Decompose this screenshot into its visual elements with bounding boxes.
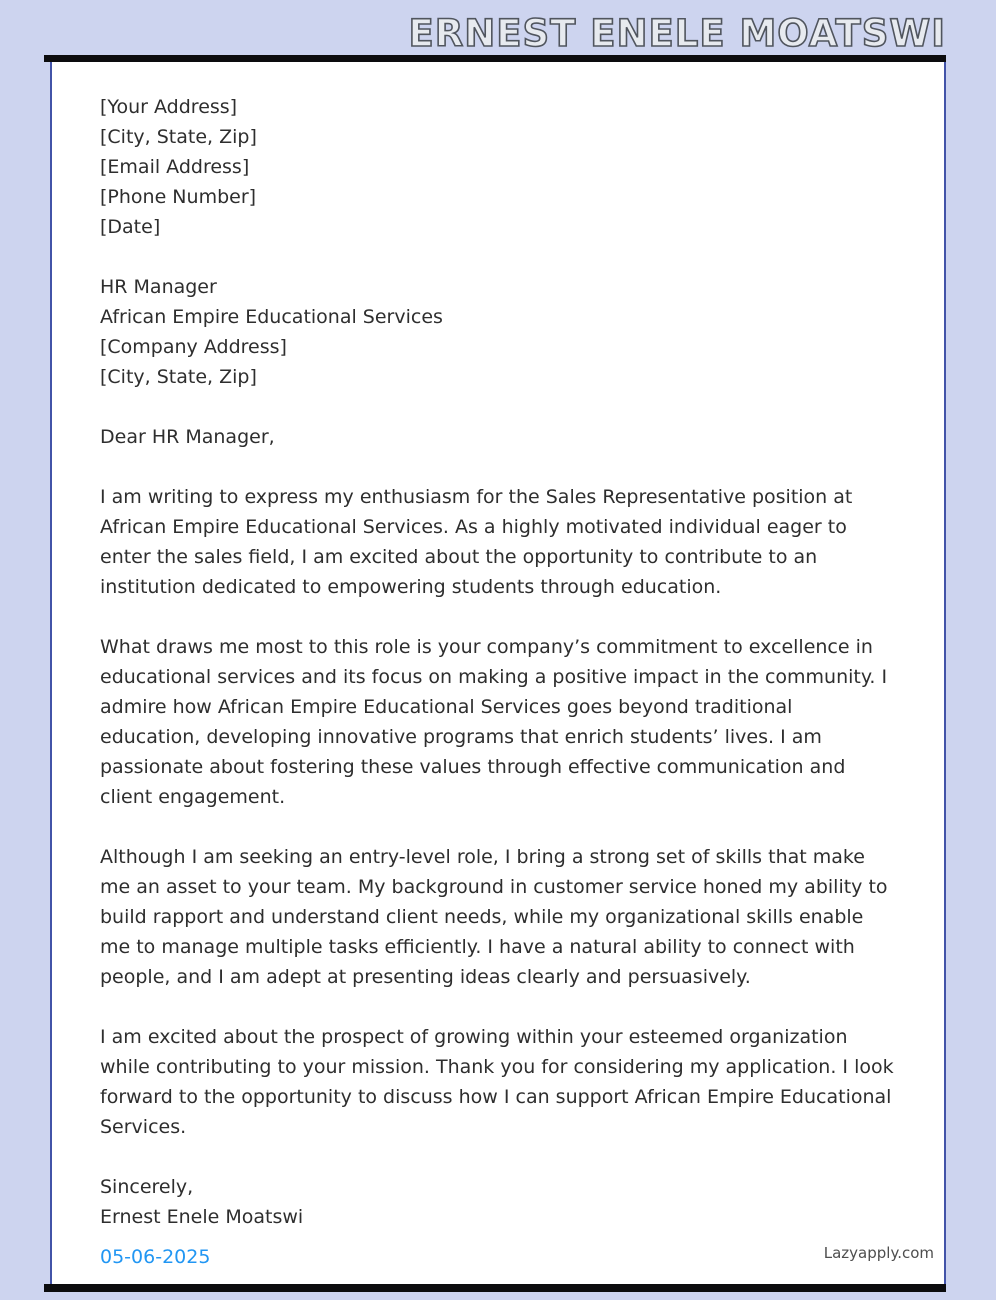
sender-line: [City, State, Zip]: [100, 126, 257, 148]
top-divider-bar: [44, 55, 946, 62]
recipient-line: [City, State, Zip]: [100, 366, 257, 388]
sender-line: [Phone Number]: [100, 186, 257, 208]
sender-line: [Email Address]: [100, 156, 250, 178]
sender-block: [100, 92, 894, 242]
bottom-divider-bar: [44, 1284, 946, 1292]
letter-sheet: [50, 58, 946, 1292]
closing: Sincerely,: [100, 1176, 194, 1198]
salutation: Dear HR Manager,: [100, 426, 275, 448]
recipient-line: HR Manager: [100, 276, 217, 298]
lazyapply-watermark: Lazyapply.com: [823, 1244, 934, 1262]
recipient-block: [100, 272, 894, 392]
letter-paragraph: What draws me most to this role is your company’s commitment to excellence in educational services and its focus on making a positive impact in the community. I admire how African Empire Educational Services goes beyond traditional education, developing innovative programs that enrich students’ lives. I am passionate about fostering these values through effective communication and client engagement.: [100, 636, 888, 808]
header-candidate-name: ERNEST ENELE MOATSWI: [408, 12, 946, 55]
sender-line: [Date]: [100, 216, 161, 238]
signature-name: Ernest Enele Moatswi: [100, 1206, 304, 1228]
recipient-line: [Company Address]: [100, 336, 287, 358]
letter-paragraph: I am excited about the prospect of growing within your esteemed organization while contributing to your mission. Thank you for considering my application. I look forward to the opportunity to discuss how I can support African Empire Educational Services.: [100, 1026, 894, 1138]
letter-body: [52, 60, 944, 1272]
recipient-line: African Empire Educational Services: [100, 306, 443, 328]
letter-date: 05-06-2025: [100, 1246, 211, 1268]
letter-paragraph: I am writing to express my enthusiasm for the Sales Representative position at African Empire Educational Services. As a highly motivated individual eager to enter the sales field, I am excited about the opportunity to contribute to an institution dedicated to empowering students through education.: [100, 486, 853, 598]
letter-paragraph: Although I am seeking an entry-level role, I bring a strong set of skills that make me an asset to your team. My background in customer service honed my ability to build rapport and understand client needs, while my organizational skills enable me to manage multiple tasks efficiently. I have a natural ability to connect with people, and I am adept at presenting ideas clearly and persuasively.: [100, 846, 888, 988]
sender-line: [Your Address]: [100, 96, 238, 118]
